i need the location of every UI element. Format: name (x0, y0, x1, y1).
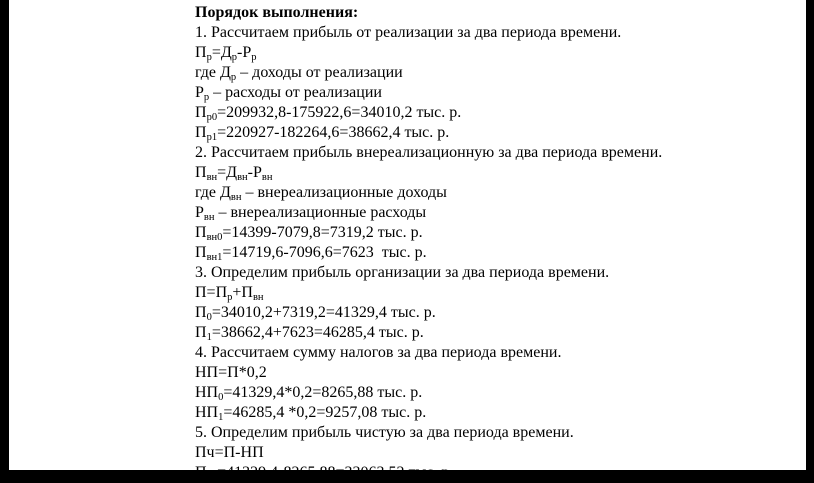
step-1-calc-period-0: $П_{р0}=209932,8-175922,6=34010,2$ тыс. р. (195, 104, 462, 123)
solution-text (195, 3, 662, 483)
step-4-title: 4. Рассчитаем сумму налогов за два периода времени. (195, 344, 562, 361)
step-1-revenue-definition: где $Д_р$ – доходы от реализации (195, 64, 403, 83)
step-4-calc-period-1: $НП_1=46285,4$ *0,2=9257,08 тыс. р. (195, 404, 427, 423)
step-2-calc-period-0: $П_{вн0}=14399-7079,8=7319,2$ тыс. р. (195, 224, 423, 243)
step-1-formula: $П_р=Д_р-Р_р$ (195, 44, 257, 63)
step-4-formula: НП=П*0,2 (195, 364, 267, 381)
step-3-formula: $П=П_р+П_{вн}$ (195, 284, 264, 303)
step-1-calc-period-1: $П_{р1}=220927-182264,6=38662,4$ тыс. р. (195, 124, 450, 143)
step-2-formula: $П_{вн}=Д_{вн}-Р_{вн}$ (195, 164, 273, 183)
step-2-expenses-definition: $Р_{вн}$ – внереализационные расходы (195, 204, 427, 223)
step-5-formula: Пч=П-НП (195, 444, 264, 461)
step-2-title: 2. Рассчитаем прибыль внереализационную за два периода времени. (195, 144, 663, 161)
step-5-calc-period-0: $П_{ч0}=41329,4-8265,88=33063,52$ тыс. р. (195, 464, 454, 483)
step-3-title: 3. Определим прибыль организации за два периода времени. (195, 264, 610, 281)
step-1-expenses-definition: $Р_р$ – расходы от реализации (195, 84, 382, 103)
step-3-calc-period-1: $П_1=38662,4+7623=46285,4$ тыс. р. (195, 324, 424, 343)
step-1-title: 1. Рассчитаем прибыль от реализации за два периода времени. (195, 24, 622, 41)
step-2-income-definition: где $Д_{вн}$ – внереализационные доходы (195, 184, 447, 203)
solution-heading: Порядок выполнения: (195, 4, 359, 21)
step-5-title: 5. Определим прибыль чистую за два периода времени. (195, 424, 574, 441)
step-3-calc-period-0: $П_0=34010,2+7319,2=41329,4$ тыс. р. (195, 304, 436, 323)
document-page (9, 0, 806, 483)
step-4-calc-period-0: $НП_0=41329,4*0,2=8265,88$ тыс. р. (195, 384, 423, 403)
step-2-calc-period-1: $П_{вн1}=14719,6-7096,6=7623$ тыс. р. (195, 244, 427, 263)
